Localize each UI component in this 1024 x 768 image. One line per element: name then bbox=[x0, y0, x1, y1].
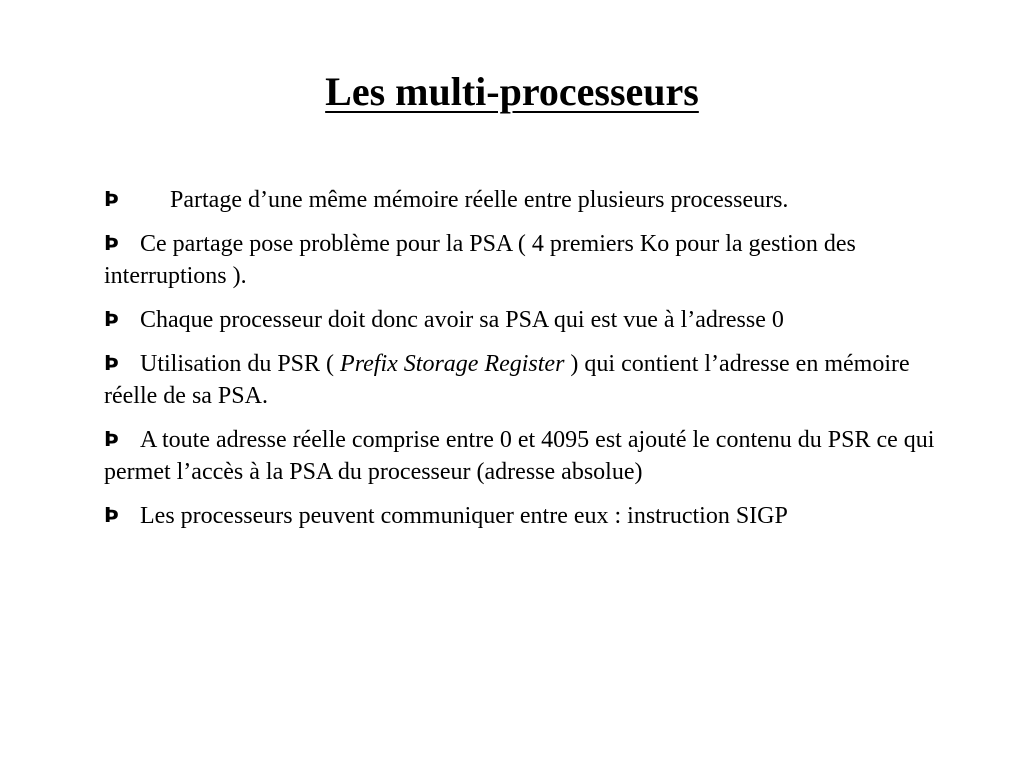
bullet-text-1: Partage d’une même mémoire réelle entre plusieurs processeurs. bbox=[170, 187, 789, 213]
hand-pointer-icon: Þ bbox=[104, 427, 119, 451]
bullet-point-5 bbox=[104, 424, 964, 488]
bullet-text-4-after: ) qui contient l’adresse en mémoire réelle de sa PSA. bbox=[104, 351, 910, 409]
bullet-point-1 bbox=[104, 184, 964, 216]
bullet-text-5: A toute adresse réelle comprise entre 0 et 4095 est ajouté le contenu du PSR ce qui permet l’accès à la PSA du processeur (adresse absolue) bbox=[104, 427, 935, 485]
bullet-list bbox=[104, 184, 964, 544]
bullet-point-3 bbox=[104, 304, 964, 336]
bullet-point-4 bbox=[104, 348, 964, 412]
bullet-point-6 bbox=[104, 500, 964, 532]
hand-pointer-icon: Þ bbox=[104, 231, 119, 255]
slide-title bbox=[0, 66, 1024, 118]
bullet-text-3: Chaque processeur doit donc avoir sa PSA qui est vue à l’adresse 0 bbox=[140, 307, 784, 333]
hand-pointer-icon: Þ bbox=[104, 351, 119, 375]
slide-title-text: Les multi-processeurs bbox=[325, 69, 699, 114]
bullet-text-2: Ce partage pose problème pour la PSA ( 4 premiers Ko pour la gestion des interruptions ). bbox=[104, 231, 856, 289]
bullet-text-4-italic: Prefix Storage Register bbox=[340, 351, 565, 377]
hand-pointer-icon: Þ bbox=[104, 503, 119, 527]
bullet-text-4-before: Utilisation du PSR ( bbox=[140, 351, 341, 377]
bullet-point-2 bbox=[104, 228, 964, 292]
bullet-text-6: Les processeurs peuvent communiquer entre eux : instruction SIGP bbox=[140, 503, 788, 529]
hand-pointer-icon: Þ bbox=[104, 307, 119, 331]
hand-pointer-icon: Þ bbox=[104, 187, 119, 211]
